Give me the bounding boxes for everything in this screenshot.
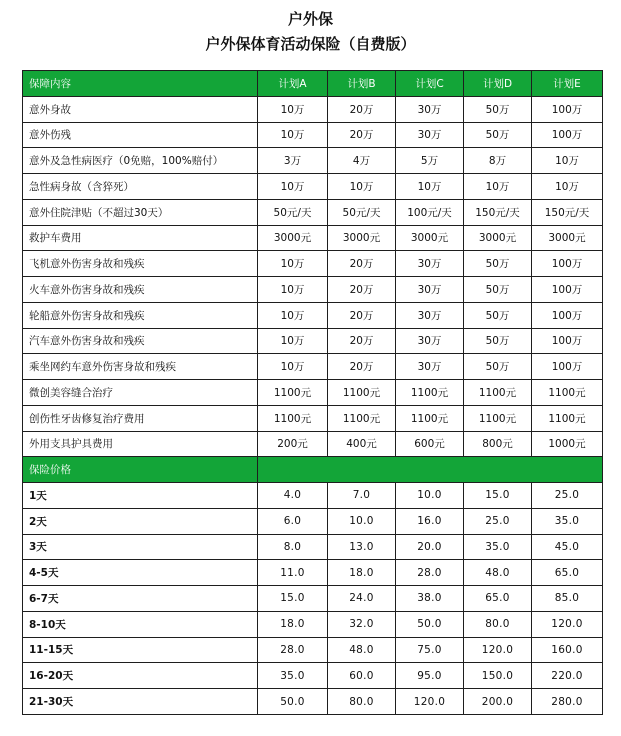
price-value: 11.0 bbox=[258, 560, 328, 586]
table-row bbox=[23, 302, 603, 328]
table-body bbox=[23, 71, 603, 715]
coverage-item: 意外身故 bbox=[23, 96, 258, 122]
coverage-item: 意外伤残 bbox=[23, 122, 258, 148]
coverage-value: 50元/天 bbox=[258, 199, 328, 225]
coverage-item: 外用支具护具费用 bbox=[23, 431, 258, 457]
price-value: 15.0 bbox=[464, 483, 532, 509]
price-value: 220.0 bbox=[532, 663, 603, 689]
table-row bbox=[23, 174, 603, 200]
coverage-value: 20万 bbox=[328, 302, 396, 328]
price-value: 85.0 bbox=[532, 586, 603, 612]
coverage-value: 10万 bbox=[532, 148, 603, 174]
price-value: 28.0 bbox=[258, 637, 328, 663]
price-value: 25.0 bbox=[532, 483, 603, 509]
table-row bbox=[23, 405, 603, 431]
price-value: 200.0 bbox=[464, 689, 532, 715]
coverage-value: 100万 bbox=[532, 122, 603, 148]
price-value: 120.0 bbox=[464, 637, 532, 663]
price-duration: 8-10天 bbox=[23, 611, 258, 637]
price-value: 24.0 bbox=[328, 586, 396, 612]
coverage-value: 20万 bbox=[328, 122, 396, 148]
price-value: 80.0 bbox=[464, 611, 532, 637]
price-value: 18.0 bbox=[258, 611, 328, 637]
price-value: 20.0 bbox=[396, 534, 464, 560]
table-row bbox=[23, 148, 603, 174]
coverage-item: 创伤性牙齿修复治疗费用 bbox=[23, 405, 258, 431]
coverage-value: 30万 bbox=[396, 328, 464, 354]
coverage-value: 30万 bbox=[396, 251, 464, 277]
coverage-value: 100万 bbox=[532, 96, 603, 122]
coverage-item: 火车意外伤害身故和残疾 bbox=[23, 277, 258, 303]
price-value: 150.0 bbox=[464, 663, 532, 689]
price-section-filler bbox=[258, 457, 603, 483]
price-value: 28.0 bbox=[396, 560, 464, 586]
coverage-value: 1100元 bbox=[396, 380, 464, 406]
coverage-value: 100万 bbox=[532, 277, 603, 303]
price-value: 10.0 bbox=[396, 483, 464, 509]
coverage-value: 1100元 bbox=[258, 380, 328, 406]
coverage-item: 乘坐网约车意外伤害身故和残疾 bbox=[23, 354, 258, 380]
coverage-value: 10万 bbox=[258, 174, 328, 200]
page-subtitle: 户外保体育活动保险（自费版） bbox=[205, 35, 416, 53]
coverage-value: 20万 bbox=[328, 328, 396, 354]
coverage-item: 意外及急性病医疗（0免赔，100%赔付） bbox=[23, 148, 258, 174]
price-duration: 21-30天 bbox=[23, 689, 258, 715]
coverage-value: 3000元 bbox=[464, 225, 532, 251]
price-value: 38.0 bbox=[396, 586, 464, 612]
coverage-value: 10万 bbox=[258, 354, 328, 380]
table-row bbox=[23, 225, 603, 251]
table-header-row bbox=[23, 71, 603, 97]
coverage-value: 10万 bbox=[258, 277, 328, 303]
coverage-value: 1100元 bbox=[396, 405, 464, 431]
price-value: 16.0 bbox=[396, 508, 464, 534]
coverage-value: 50万 bbox=[464, 302, 532, 328]
coverage-value: 1100元 bbox=[328, 405, 396, 431]
price-duration: 1天 bbox=[23, 483, 258, 509]
coverage-value: 10万 bbox=[258, 96, 328, 122]
price-value: 120.0 bbox=[396, 689, 464, 715]
coverage-value: 200元 bbox=[258, 431, 328, 457]
price-value: 120.0 bbox=[532, 611, 603, 637]
header-plan-b: 计划B bbox=[328, 71, 396, 97]
table-row bbox=[23, 96, 603, 122]
header-plan-e: 计划E bbox=[532, 71, 603, 97]
table-row bbox=[23, 637, 603, 663]
coverage-value: 100万 bbox=[532, 354, 603, 380]
coverage-value: 1100元 bbox=[464, 405, 532, 431]
table-row bbox=[23, 380, 603, 406]
coverage-value: 50万 bbox=[464, 277, 532, 303]
coverage-value: 100万 bbox=[532, 302, 603, 328]
table-row bbox=[23, 483, 603, 509]
table-row bbox=[23, 251, 603, 277]
coverage-item: 汽车意外伤害身故和残疾 bbox=[23, 328, 258, 354]
coverage-value: 1100元 bbox=[532, 380, 603, 406]
coverage-value: 50万 bbox=[464, 122, 532, 148]
coverage-value: 10万 bbox=[396, 174, 464, 200]
price-value: 7.0 bbox=[328, 483, 396, 509]
coverage-item: 意外住院津贴（不超过30天） bbox=[23, 199, 258, 225]
header-plan-a: 计划A bbox=[258, 71, 328, 97]
coverage-value: 400元 bbox=[328, 431, 396, 457]
table-row bbox=[23, 354, 603, 380]
price-value: 35.0 bbox=[464, 534, 532, 560]
coverage-value: 50万 bbox=[464, 354, 532, 380]
coverage-value: 100万 bbox=[532, 328, 603, 354]
coverage-item: 急性病身故（含猝死） bbox=[23, 174, 258, 200]
coverage-value: 3万 bbox=[258, 148, 328, 174]
price-value: 65.0 bbox=[464, 586, 532, 612]
coverage-value: 20万 bbox=[328, 354, 396, 380]
coverage-value: 1000元 bbox=[532, 431, 603, 457]
price-duration: 6-7天 bbox=[23, 586, 258, 612]
coverage-value: 100万 bbox=[532, 251, 603, 277]
price-value: 48.0 bbox=[464, 560, 532, 586]
price-value: 160.0 bbox=[532, 637, 603, 663]
table-row bbox=[23, 689, 603, 715]
price-section-label: 保险价格 bbox=[23, 457, 258, 483]
table-row bbox=[23, 277, 603, 303]
coverage-value: 50万 bbox=[464, 96, 532, 122]
coverage-value: 8万 bbox=[464, 148, 532, 174]
coverage-value: 3000元 bbox=[396, 225, 464, 251]
coverage-value: 50万 bbox=[464, 251, 532, 277]
header-coverage: 保障内容 bbox=[23, 71, 258, 97]
coverage-value: 800元 bbox=[464, 431, 532, 457]
price-value: 8.0 bbox=[258, 534, 328, 560]
page-title: 户外保 bbox=[287, 10, 333, 28]
price-value: 10.0 bbox=[328, 508, 396, 534]
coverage-value: 3000元 bbox=[532, 225, 603, 251]
price-value: 25.0 bbox=[464, 508, 532, 534]
table-row bbox=[23, 611, 603, 637]
price-value: 13.0 bbox=[328, 534, 396, 560]
table-row bbox=[23, 199, 603, 225]
coverage-value: 1100元 bbox=[464, 380, 532, 406]
coverage-value: 10万 bbox=[464, 174, 532, 200]
price-value: 4.0 bbox=[258, 483, 328, 509]
price-value: 50.0 bbox=[396, 611, 464, 637]
price-value: 32.0 bbox=[328, 611, 396, 637]
coverage-value: 20万 bbox=[328, 251, 396, 277]
price-duration: 3天 bbox=[23, 534, 258, 560]
coverage-item: 飞机意外伤害身故和残疾 bbox=[23, 251, 258, 277]
table-row bbox=[23, 586, 603, 612]
coverage-value: 1100元 bbox=[328, 380, 396, 406]
coverage-value: 100元/天 bbox=[396, 199, 464, 225]
table-row bbox=[23, 122, 603, 148]
price-duration: 4-5天 bbox=[23, 560, 258, 586]
price-value: 75.0 bbox=[396, 637, 464, 663]
coverage-value: 1100元 bbox=[532, 405, 603, 431]
price-section-row bbox=[23, 457, 603, 483]
price-value: 60.0 bbox=[328, 663, 396, 689]
price-value: 80.0 bbox=[328, 689, 396, 715]
insurance-plan-table bbox=[22, 70, 603, 715]
coverage-value: 50元/天 bbox=[328, 199, 396, 225]
price-value: 15.0 bbox=[258, 586, 328, 612]
price-duration: 16-20天 bbox=[23, 663, 258, 689]
price-value: 18.0 bbox=[328, 560, 396, 586]
header-plan-d: 计划D bbox=[464, 71, 532, 97]
coverage-value: 10万 bbox=[328, 174, 396, 200]
coverage-value: 30万 bbox=[396, 277, 464, 303]
price-duration: 2天 bbox=[23, 508, 258, 534]
price-value: 35.0 bbox=[532, 508, 603, 534]
price-value: 35.0 bbox=[258, 663, 328, 689]
coverage-value: 3000元 bbox=[328, 225, 396, 251]
coverage-value: 10万 bbox=[258, 122, 328, 148]
price-value: 48.0 bbox=[328, 637, 396, 663]
coverage-item: 轮船意外伤害身故和残疾 bbox=[23, 302, 258, 328]
coverage-value: 10万 bbox=[532, 174, 603, 200]
coverage-value: 150元/天 bbox=[464, 199, 532, 225]
table-row bbox=[23, 663, 603, 689]
coverage-value: 5万 bbox=[396, 148, 464, 174]
coverage-value: 30万 bbox=[396, 96, 464, 122]
coverage-value: 30万 bbox=[396, 354, 464, 380]
coverage-value: 4万 bbox=[328, 148, 396, 174]
table-row bbox=[23, 508, 603, 534]
table-row bbox=[23, 560, 603, 586]
price-value: 95.0 bbox=[396, 663, 464, 689]
coverage-item: 微创美容缝合治疗 bbox=[23, 380, 258, 406]
coverage-item: 救护车费用 bbox=[23, 225, 258, 251]
coverage-value: 3000元 bbox=[258, 225, 328, 251]
coverage-value: 50万 bbox=[464, 328, 532, 354]
table-row bbox=[23, 328, 603, 354]
price-value: 50.0 bbox=[258, 689, 328, 715]
price-duration: 11-15天 bbox=[23, 637, 258, 663]
coverage-value: 600元 bbox=[396, 431, 464, 457]
coverage-value: 30万 bbox=[396, 122, 464, 148]
coverage-value: 30万 bbox=[396, 302, 464, 328]
price-value: 280.0 bbox=[532, 689, 603, 715]
coverage-value: 150元/天 bbox=[532, 199, 603, 225]
price-value: 65.0 bbox=[532, 560, 603, 586]
price-value: 45.0 bbox=[532, 534, 603, 560]
price-value: 6.0 bbox=[258, 508, 328, 534]
header-plan-c: 计划C bbox=[396, 71, 464, 97]
coverage-value: 20万 bbox=[328, 96, 396, 122]
coverage-value: 10万 bbox=[258, 302, 328, 328]
coverage-value: 10万 bbox=[258, 328, 328, 354]
coverage-value: 1100元 bbox=[258, 405, 328, 431]
coverage-value: 20万 bbox=[328, 277, 396, 303]
coverage-value: 10万 bbox=[258, 251, 328, 277]
table-row bbox=[23, 534, 603, 560]
table-row bbox=[23, 431, 603, 457]
